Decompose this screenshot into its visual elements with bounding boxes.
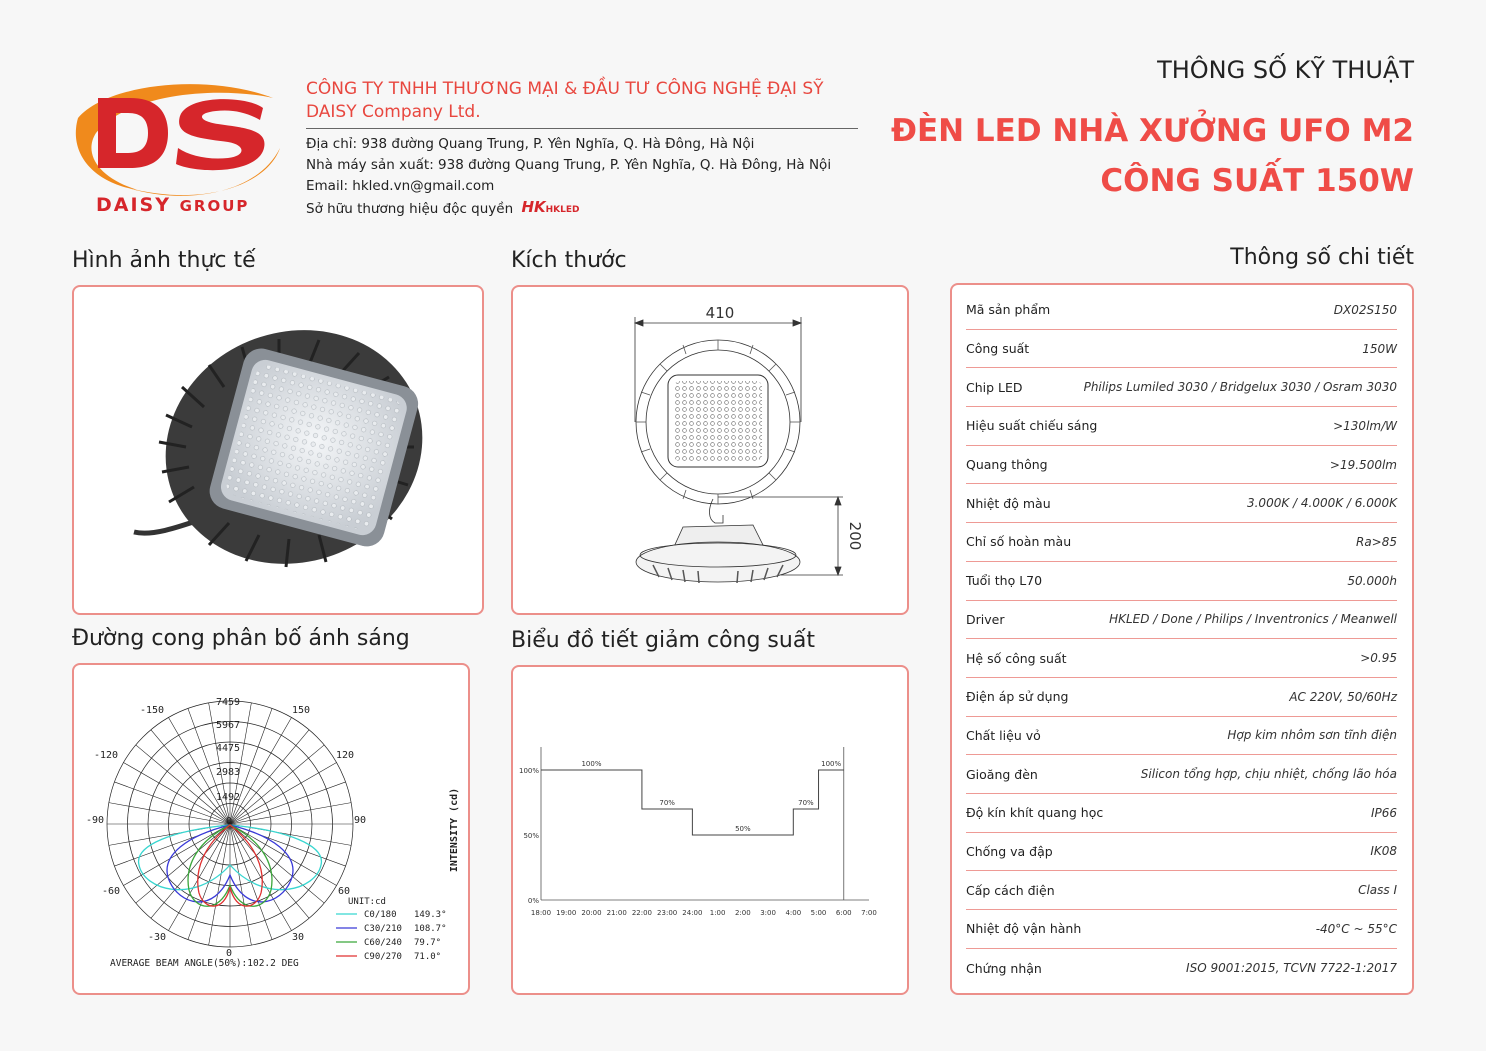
brand-owner-text: Sở hữu thương hiệu độc quyền: [306, 201, 514, 217]
step-label: 70%: [798, 799, 814, 807]
photo-panel: [72, 285, 484, 615]
spec-key: Tuổi thọ L70: [966, 573, 1043, 589]
x-tick-label: 1:00: [709, 909, 726, 917]
legend-name: C90/270: [364, 952, 402, 962]
spec-row: [966, 562, 1397, 601]
spec-key: Mã sản phẩm: [966, 302, 1051, 318]
x-tick-label: 4:00: [785, 909, 802, 917]
spec-value: >0.95: [1360, 651, 1397, 666]
spec-key: Nhiệt độ màu: [966, 495, 1051, 511]
specs-table: [950, 283, 1414, 995]
x-tick-label: 2:00: [734, 909, 751, 917]
x-tick-label: 19:00: [556, 909, 577, 917]
light-curve-panel: [72, 663, 470, 995]
document-title: THÔNG SỐ KỸ THUẬT: [1157, 56, 1414, 84]
x-tick-label: 22:00: [631, 909, 653, 917]
spec-row: [966, 523, 1397, 562]
legend-value: 149.3°: [414, 910, 447, 920]
company-factory: Nhà máy sản xuất: 938 đường Quang Trung, P. Yên Nghĩa, Q. Hà Đông, Hà Nội: [306, 157, 832, 173]
spec-value: DX02S150: [1333, 302, 1397, 317]
logo-group-text: [96, 194, 249, 216]
spec-key: Quang thông: [966, 457, 1048, 473]
x-tick-label: 23:00: [657, 909, 678, 917]
company-address: Địa chỉ: 938 đường Quang Trung, P. Yên Nghĩa, Q. Hà Đông, Hà Nội: [306, 136, 755, 152]
spec-row: [966, 678, 1397, 717]
spec-value: >130lm/W: [1333, 418, 1397, 433]
section-light-curve-title: Đường cong phân bố ánh sáng: [72, 626, 410, 651]
spec-key: Driver: [966, 611, 1005, 627]
spec-value: Philips Lumiled 3030 / Bridgelux 3030 / Osram 3030: [1083, 380, 1397, 395]
step-label: 70%: [659, 799, 675, 807]
angle-label: 120: [336, 750, 355, 761]
spec-value: 150W: [1362, 341, 1397, 356]
dimension-drawing: [513, 287, 907, 613]
x-tick-label: 24:00: [682, 909, 703, 917]
section-dimensions-title: Kích thước: [511, 248, 627, 273]
ring-label: 7459: [216, 697, 241, 708]
company-name-en: DAISY Company Ltd.: [306, 101, 858, 129]
spec-value: AC 220V, 50/60Hz: [1289, 689, 1397, 704]
x-tick-label: 21:00: [606, 909, 627, 917]
logo-word-daisy: DAISY: [96, 194, 171, 216]
section-dimming-title: Biểu đồ tiết giảm công suất: [511, 628, 815, 653]
spec-value: >19.500lm: [1329, 457, 1397, 472]
ring-label: 4475: [216, 743, 241, 754]
spec-key: Hệ số công suất: [966, 650, 1067, 666]
x-tick-label: 3:00: [760, 909, 776, 917]
spec-row: [966, 407, 1397, 446]
angle-label: -30: [148, 932, 167, 943]
company-name-vi: CÔNG TY TNHH THƯƠNG MẠI & ĐẦU TƯ CÔNG NGHỆ ĐẠI SỸ: [306, 79, 824, 99]
spec-value: Ra>85: [1355, 534, 1397, 549]
product-photo: [74, 287, 482, 613]
spec-row: [966, 910, 1397, 949]
x-tick-label: 20:00: [581, 909, 602, 917]
spec-row: [966, 330, 1397, 369]
company-info: [306, 78, 858, 221]
step-label: 100%: [821, 760, 842, 768]
spec-key: Hiệu suất chiếu sáng: [966, 418, 1098, 434]
spec-row: [966, 949, 1397, 988]
spec-value: 3.000K / 4.000K / 6.000K: [1246, 496, 1397, 511]
company-brand-owner: [306, 197, 858, 221]
spec-key: Cấp cách điện: [966, 882, 1055, 898]
spec-key: Chip LED: [966, 379, 1023, 395]
x-tick-label: 6:00: [835, 909, 852, 917]
spec-value: ISO 9001:2015, TCVN 7722-1:2017: [1186, 961, 1397, 976]
step-label: 50%: [735, 825, 751, 833]
intensity-axis-label: INTENSITY (cd): [449, 787, 460, 873]
spec-value: -40°C ~ 55°C: [1315, 921, 1397, 936]
spec-row: [966, 291, 1397, 330]
logo-word-group: GROUP: [179, 197, 250, 215]
angle-label: 90: [354, 815, 367, 826]
legend-name: C0/180: [364, 910, 397, 920]
legend-value: 71.0°: [414, 952, 442, 962]
polar-legend: [336, 910, 447, 962]
spec-row: [966, 717, 1397, 756]
legend-name: C60/240: [364, 938, 402, 948]
spec-row: [966, 833, 1397, 872]
spec-row: [966, 755, 1397, 794]
spec-row: [966, 639, 1397, 678]
legend-value: 79.7°: [414, 938, 442, 948]
dimensions-panel: [511, 285, 909, 615]
spec-row: [966, 446, 1397, 485]
spec-key: Chất liệu vỏ: [966, 727, 1041, 743]
spec-key: Gioăng đèn: [966, 766, 1038, 782]
angle-label: -120: [94, 750, 119, 761]
spec-row: [966, 484, 1397, 523]
dimension-height-label: 200: [846, 521, 864, 551]
spec-key: Công suất: [966, 341, 1030, 357]
angle-label: 60: [338, 886, 351, 897]
legend-value: 108.7°: [414, 924, 447, 934]
ring-label: 2983: [216, 767, 241, 778]
y-tick-label: 0%: [527, 897, 539, 905]
spec-key: Chống va đập: [966, 843, 1053, 859]
ring-label: 0: [226, 816, 233, 827]
angle-label: -150: [140, 705, 165, 716]
x-tick-label: 18:00: [530, 909, 552, 917]
spec-value: IP66: [1370, 805, 1397, 820]
spec-value: HKLED / Done / Philips / Inventronics / Meanwell: [1109, 612, 1397, 627]
spec-key: Nhiệt độ vận hành: [966, 921, 1082, 937]
section-details-title: Thông số chi tiết: [1230, 245, 1414, 270]
x-tick-label: 7:00: [861, 909, 877, 917]
angle-label: 0: [226, 948, 233, 959]
dimming-chart: [513, 667, 907, 993]
beam-angle-label: AVERAGE BEAM ANGLE(50%):102.2 DEG: [110, 958, 299, 969]
hkled-logo: HKHKLED: [521, 198, 580, 216]
spec-row: [966, 601, 1397, 640]
spec-key: Chứng nhận: [966, 960, 1042, 976]
legend-name: C30/210: [364, 924, 402, 934]
spec-key: Độ kín khít quang học: [966, 805, 1104, 821]
angle-label: 150: [292, 705, 311, 716]
spec-value: IK08: [1370, 844, 1397, 859]
spec-row: [966, 368, 1397, 407]
dimming-panel: [511, 665, 909, 995]
y-tick-label: 100%: [518, 767, 539, 775]
ring-label: 1492: [216, 792, 241, 803]
spec-value: 50.000h: [1347, 573, 1397, 588]
ring-label: 5967: [216, 720, 241, 731]
company-email: Email: hkled.vn@gmail.com: [306, 178, 495, 194]
spec-value: Class I: [1358, 883, 1397, 898]
step-label: 100%: [581, 760, 602, 768]
spec-value: Hợp kim nhôm sơn tĩnh điện: [1227, 728, 1397, 743]
section-photo-title: Hình ảnh thực tế: [72, 248, 256, 273]
product-title: [891, 106, 1414, 206]
spec-value: Silicon tổng hợp, chịu nhiệt, chống lão hóa: [1140, 767, 1397, 782]
angle-label: -60: [102, 886, 121, 897]
spec-key: Chỉ số hoàn màu: [966, 534, 1072, 550]
x-tick-label: 5:00: [810, 909, 827, 917]
spec-key: Điện áp sử dụng: [966, 689, 1069, 705]
dimension-width-label: 410: [705, 304, 735, 322]
spec-row: [966, 871, 1397, 910]
angle-label: -90: [86, 815, 105, 826]
angle-label: 30: [292, 932, 305, 943]
product-title-line2: CÔNG SUẤT 150W: [1100, 163, 1414, 199]
product-title-line1: ĐÈN LED NHÀ XƯỞNG UFO M2: [891, 113, 1414, 149]
unit-label: UNIT:cd: [348, 897, 386, 907]
polar-light-chart: [74, 665, 468, 993]
spec-row: [966, 794, 1397, 833]
y-tick-label: 50%: [523, 832, 539, 840]
